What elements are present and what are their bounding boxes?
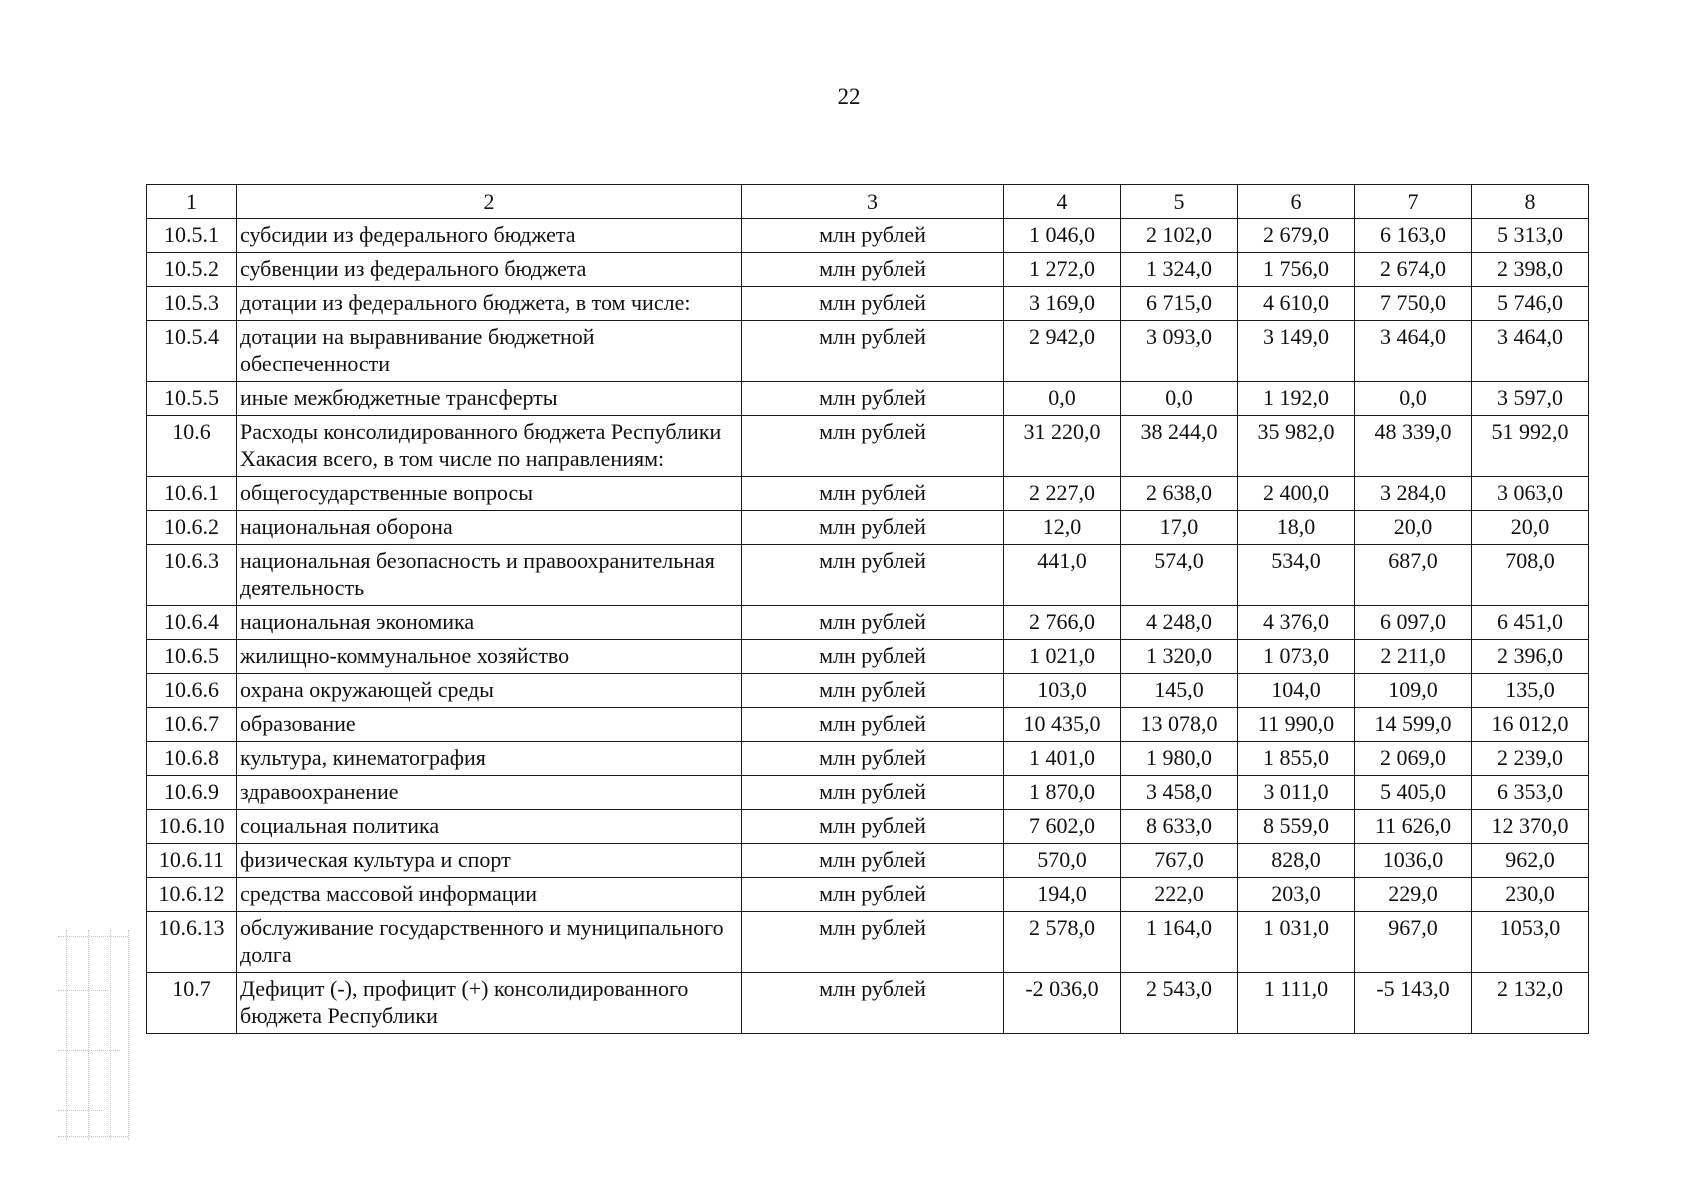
value-cell: 3 284,0 [1355,477,1472,511]
value-cell: 3 063,0 [1472,477,1589,511]
value-cell: 17,0 [1121,511,1238,545]
value-cell: 0,0 [1004,382,1121,416]
row-number-cell: 10.6.5 [147,640,237,674]
unit-cell: млн рублей [742,878,1004,912]
row-number-cell: 10.5.4 [147,321,237,382]
row-number-cell: 10.6.6 [147,674,237,708]
unit-cell: млн рублей [742,219,1004,253]
table-row [147,545,1589,606]
value-cell: 708,0 [1472,545,1589,606]
page-number: 22 [837,84,861,109]
value-cell: 2 400,0 [1238,477,1355,511]
indicator-name-cell: дотации из федерального бюджета, в том числе: [237,287,742,321]
value-cell: 570,0 [1004,844,1121,878]
value-cell: 1 320,0 [1121,640,1238,674]
row-number-cell: 10.7 [147,973,237,1034]
indicator-name-cell: охрана окружающей среды [237,674,742,708]
value-cell: 1 324,0 [1121,253,1238,287]
table-row [147,321,1589,382]
value-cell: 7 750,0 [1355,287,1472,321]
value-cell: 967,0 [1355,912,1472,973]
value-cell: 7 602,0 [1004,810,1121,844]
unit-cell: млн рублей [742,287,1004,321]
unit-cell: млн рублей [742,321,1004,382]
value-cell: 3 011,0 [1238,776,1355,810]
indicator-name-cell: жилищно-коммунальное хозяйство [237,640,742,674]
value-cell: 2 239,0 [1472,742,1589,776]
unit-cell: млн рублей [742,708,1004,742]
unit-cell: млн рублей [742,844,1004,878]
value-cell: 1 272,0 [1004,253,1121,287]
value-cell: 1 046,0 [1004,219,1121,253]
row-number-cell: 10.5.1 [147,219,237,253]
value-cell: 20,0 [1355,511,1472,545]
value-cell: 962,0 [1472,844,1589,878]
indicator-name-cell: физическая культура и спорт [237,844,742,878]
value-cell: 194,0 [1004,878,1121,912]
table-row [147,844,1589,878]
value-cell: 2 679,0 [1238,219,1355,253]
unit-cell: млн рублей [742,776,1004,810]
table-row [147,878,1589,912]
value-cell: 1 870,0 [1004,776,1121,810]
row-number-cell: 10.6.13 [147,912,237,973]
value-cell: 48 339,0 [1355,416,1472,477]
table-row [147,776,1589,810]
value-cell: 8 633,0 [1121,810,1238,844]
value-cell: 3 169,0 [1004,287,1121,321]
value-cell: -5 143,0 [1355,973,1472,1034]
value-cell: 18,0 [1238,511,1355,545]
value-cell: 4 610,0 [1238,287,1355,321]
header-cell: 5 [1121,185,1238,219]
indicator-name-cell: иные межбюджетные трансферты [237,382,742,416]
value-cell: 20,0 [1472,511,1589,545]
unit-cell: млн рублей [742,742,1004,776]
indicator-name-cell: здравоохранение [237,776,742,810]
row-number-cell: 10.6.9 [147,776,237,810]
indicator-name-cell: национальная безопасность и правоохранительная деятельность [237,545,742,606]
value-cell: 229,0 [1355,878,1472,912]
table-row [147,511,1589,545]
value-cell: 2 398,0 [1472,253,1589,287]
value-cell: 203,0 [1238,878,1355,912]
value-cell: 4 376,0 [1238,606,1355,640]
value-cell: 441,0 [1004,545,1121,606]
value-cell: 2 543,0 [1121,973,1238,1034]
value-cell: 38 244,0 [1121,416,1238,477]
table-row [147,477,1589,511]
value-cell: 1 111,0 [1238,973,1355,1034]
value-cell: 2 674,0 [1355,253,1472,287]
unit-cell: млн рублей [742,973,1004,1034]
value-cell: 104,0 [1238,674,1355,708]
table-row [147,674,1589,708]
unit-cell: млн рублей [742,416,1004,477]
value-cell: 2 069,0 [1355,742,1472,776]
unit-cell: млн рублей [742,912,1004,973]
value-cell: 574,0 [1121,545,1238,606]
value-cell: 2 211,0 [1355,640,1472,674]
value-cell: 2 578,0 [1004,912,1121,973]
value-cell: 0,0 [1121,382,1238,416]
table-row [147,640,1589,674]
value-cell: 145,0 [1121,674,1238,708]
row-number-cell: 10.6.10 [147,810,237,844]
indicator-name-cell: Дефицит (-), профицит (+) консолидированного бюджета Республики [237,973,742,1034]
value-cell: 10 435,0 [1004,708,1121,742]
value-cell: 2 227,0 [1004,477,1121,511]
value-cell: 3 464,0 [1472,321,1589,382]
value-cell: 11 990,0 [1238,708,1355,742]
table-row [147,742,1589,776]
header-cell: 2 [237,185,742,219]
value-cell: 1 756,0 [1238,253,1355,287]
row-number-cell: 10.6.11 [147,844,237,878]
value-cell: 6 715,0 [1121,287,1238,321]
table-row [147,708,1589,742]
value-cell: 534,0 [1238,545,1355,606]
value-cell: 767,0 [1121,844,1238,878]
indicator-name-cell: субсидии из федерального бюджета [237,219,742,253]
indicator-name-cell: национальная экономика [237,606,742,640]
value-cell: 3 458,0 [1121,776,1238,810]
value-cell: 6 353,0 [1472,776,1589,810]
row-number-cell: 10.5.5 [147,382,237,416]
value-cell: 13 078,0 [1121,708,1238,742]
indicator-name-cell: Расходы консолидированного бюджета Республики Хакасия всего, в том числе по направлениям: [237,416,742,477]
unit-cell: млн рублей [742,606,1004,640]
indicator-name-cell: субвенции из федерального бюджета [237,253,742,287]
value-cell: 687,0 [1355,545,1472,606]
value-cell: 3 597,0 [1472,382,1589,416]
value-cell: 109,0 [1355,674,1472,708]
row-number-cell: 10.6 [147,416,237,477]
value-cell: 51 992,0 [1472,416,1589,477]
table-row [147,287,1589,321]
table-row [147,973,1589,1034]
value-cell: 3 149,0 [1238,321,1355,382]
indicator-name-cell: дотации на выравнивание бюджетной обеспеченности [237,321,742,382]
unit-cell: млн рублей [742,253,1004,287]
row-number-cell: 10.6.2 [147,511,237,545]
row-number-cell: 10.6.12 [147,878,237,912]
value-cell: 1 980,0 [1121,742,1238,776]
value-cell: 3 464,0 [1355,321,1472,382]
value-cell: 2 766,0 [1004,606,1121,640]
row-number-cell: 10.5.3 [147,287,237,321]
value-cell: 35 982,0 [1238,416,1355,477]
table-body [147,219,1589,1034]
value-cell: 1 401,0 [1004,742,1121,776]
value-cell: 1 855,0 [1238,742,1355,776]
header-cell: 3 [742,185,1004,219]
row-number-cell: 10.6.7 [147,708,237,742]
value-cell: 6 163,0 [1355,219,1472,253]
value-cell: 2 396,0 [1472,640,1589,674]
value-cell: 2 638,0 [1121,477,1238,511]
value-cell: 31 220,0 [1004,416,1121,477]
value-cell: 1 192,0 [1238,382,1355,416]
table-row [147,810,1589,844]
row-number-cell: 10.6.4 [147,606,237,640]
unit-cell: млн рублей [742,674,1004,708]
value-cell: 1 073,0 [1238,640,1355,674]
value-cell: 5 313,0 [1472,219,1589,253]
unit-cell: млн рублей [742,640,1004,674]
value-cell: 8 559,0 [1238,810,1355,844]
indicator-name-cell: образование [237,708,742,742]
value-cell: 1 031,0 [1238,912,1355,973]
value-cell: 11 626,0 [1355,810,1472,844]
value-cell: 2 942,0 [1004,321,1121,382]
unit-cell: млн рублей [742,545,1004,606]
header-row [147,185,1589,219]
indicator-name-cell: социальная политика [237,810,742,844]
value-cell: 12,0 [1004,511,1121,545]
unit-cell: млн рублей [742,477,1004,511]
indicator-name-cell: общегосударственные вопросы [237,477,742,511]
row-number-cell: 10.6.8 [147,742,237,776]
value-cell: 3 093,0 [1121,321,1238,382]
value-cell: 4 248,0 [1121,606,1238,640]
table-row [147,382,1589,416]
stamp-mark [58,930,130,1140]
value-cell: 14 599,0 [1355,708,1472,742]
value-cell: 1 021,0 [1004,640,1121,674]
value-cell: 2 102,0 [1121,219,1238,253]
indicator-name-cell: обслуживание государственного и муниципального долга [237,912,742,973]
indicator-name-cell: национальная оборона [237,511,742,545]
value-cell: 0,0 [1355,382,1472,416]
value-cell: 12 370,0 [1472,810,1589,844]
row-number-cell: 10.6.1 [147,477,237,511]
value-cell: 135,0 [1472,674,1589,708]
row-number-cell: 10.6.3 [147,545,237,606]
table-row [147,606,1589,640]
value-cell: 1 164,0 [1121,912,1238,973]
indicator-name-cell: средства массовой информации [237,878,742,912]
header-cell: 6 [1238,185,1355,219]
value-cell: 222,0 [1121,878,1238,912]
value-cell: 6 097,0 [1355,606,1472,640]
indicators-table [146,184,1589,1034]
indicator-name-cell: культура, кинематография [237,742,742,776]
value-cell: 1036,0 [1355,844,1472,878]
value-cell: 5 405,0 [1355,776,1472,810]
value-cell: 1053,0 [1472,912,1589,973]
table-row [147,253,1589,287]
value-cell: -2 036,0 [1004,973,1121,1034]
table-row [147,219,1589,253]
value-cell: 103,0 [1004,674,1121,708]
table-row [147,416,1589,477]
value-cell: 2 132,0 [1472,973,1589,1034]
value-cell: 6 451,0 [1472,606,1589,640]
unit-cell: млн рублей [742,810,1004,844]
value-cell: 230,0 [1472,878,1589,912]
table-row [147,912,1589,973]
header-cell: 8 [1472,185,1589,219]
header-cell: 7 [1355,185,1472,219]
header-cell: 1 [147,185,237,219]
unit-cell: млн рублей [742,511,1004,545]
unit-cell: млн рублей [742,382,1004,416]
row-number-cell: 10.5.2 [147,253,237,287]
value-cell: 828,0 [1238,844,1355,878]
value-cell: 5 746,0 [1472,287,1589,321]
header-cell: 4 [1004,185,1121,219]
value-cell: 16 012,0 [1472,708,1589,742]
